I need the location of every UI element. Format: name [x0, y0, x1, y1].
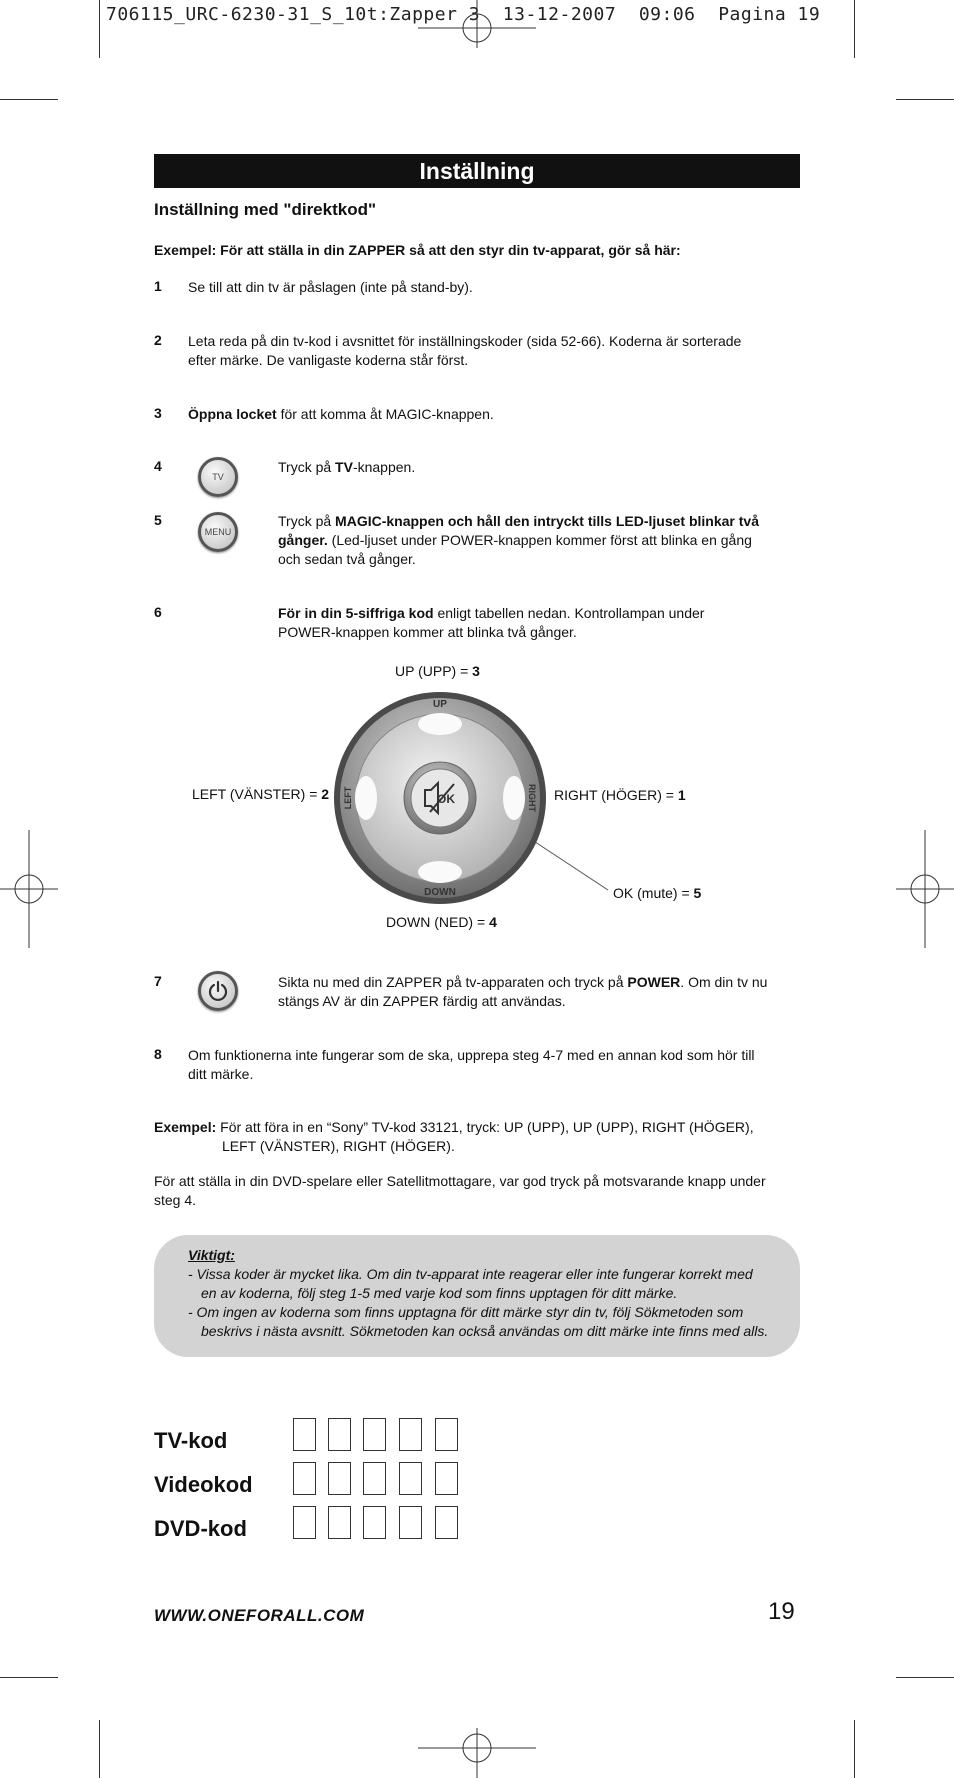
step-text: Om funktionerna inte fungerar som de ska, upprepa steg 4-7 med en annan kod som hör till ditt märke.: [188, 1047, 755, 1082]
important-note-text: Viktigt: - Vissa koder är mycket lika. Om din tv-apparat inte reagerar eller inte fungerar korrekt med en av koderna, följ steg 1-5 med varje kod som finns upptagen för ditt märke. - Om ingen av koderna som finns upptagna för ditt märke styr din tv, följ Sökmetoden som beskrivs i nästa avsnitt. Sökmetoden kan också användas om ditt märke inte finns med alls.: [188, 1247, 769, 1339]
registration-mark-bottom: [418, 1728, 536, 1778]
tv-button: TV: [198, 457, 238, 497]
step-text: Sikta nu med din ZAPPER på tv-apparaten och tryck på POWER. Om din tv nu stängs AV är din ZAPPER färdig att användas.: [278, 974, 768, 1009]
code-label-video: Videokod: [154, 1472, 253, 1497]
code-label-tv: TV-kod: [154, 1428, 228, 1453]
code-digit-box: [399, 1462, 422, 1495]
code-digit-box: [435, 1418, 458, 1451]
menu-button: MENU: [198, 512, 238, 552]
step-number: 4: [154, 458, 162, 474]
example-intro: Exempel: För att ställa in din ZAPPER så att den styr din tv-apparat, gör så här:: [154, 242, 681, 258]
step-number: 1: [154, 278, 162, 294]
svg-text:OK: OK: [437, 792, 455, 806]
code-digit-box: [363, 1418, 386, 1451]
step-text: Se till att din tv är påslagen (inte på stand-by).: [188, 279, 473, 295]
step-text: Tryck på MAGIC-knappen och håll den intryckt tills LED-ljuset blinkar två gånger. (Led-ljuset under POWER-knappen kommer först att blinka en gång och sedan två gånger.: [278, 513, 760, 567]
dpad-left-label: LEFT (VÄNSTER) = 2: [192, 786, 330, 802]
registration-mark-left: [0, 830, 58, 948]
dpad-right-label: RIGHT (HÖGER) = 1: [554, 787, 686, 803]
step-number: 3: [154, 405, 162, 421]
subtitle: Inställning med "direktkod": [154, 200, 377, 219]
dpad-illustration: [330, 690, 620, 910]
code-digit-box: [328, 1418, 351, 1451]
step-text: Leta reda på din tv-kod i avsnittet för inställningskoder (sida 52-66). Koderna är sorterade efter märke. De vanligaste koderna står först.: [188, 333, 742, 368]
registration-mark-right: [896, 830, 954, 948]
dpad-ok-label: OK (mute) = 5: [613, 885, 702, 901]
code-digit-box: [435, 1506, 458, 1539]
code-digit-box: [435, 1462, 458, 1495]
code-digit-box: [363, 1462, 386, 1495]
step-text: För in din 5-siffriga kod enligt tabellen nedan. Kontrollampan under POWER-knappen kommer att blinka två gånger.: [278, 605, 705, 640]
code-digit-box: [293, 1506, 316, 1539]
dvd-instruction: För att ställa in din DVD-spelare eller Satellitmottagare, var god tryck på motsvarande knapp under steg 4.: [154, 1173, 766, 1208]
page-number: 19: [768, 1598, 795, 1625]
website-url: WWW.ONEFORALL.COM: [154, 1606, 365, 1625]
svg-text:UP: UP: [433, 699, 447, 710]
step-text: Tryck på TV-knappen.: [278, 459, 416, 475]
power-button: [198, 971, 238, 1011]
print-slug: 706115_URC-6230-31_S_10t:Zapper 3 13-12-2007 09:06 Pagina 19: [106, 4, 821, 25]
svg-text:RIGHT: RIGHT: [527, 784, 537, 812]
svg-text:LEFT: LEFT: [343, 786, 353, 810]
code-digit-box: [399, 1506, 422, 1539]
step-number: 2: [154, 332, 162, 348]
section-title: Inställning: [154, 154, 800, 188]
svg-text:DOWN: DOWN: [424, 887, 456, 898]
code-digit-box: [328, 1506, 351, 1539]
dpad-down-label: DOWN (NED) = 4: [386, 914, 497, 930]
step-text: Öppna locket för att komma åt MAGIC-knappen.: [188, 406, 494, 422]
example-sony: Exempel: För att föra in en “Sony” TV-kod 33121, tryck: UP (UPP), UP (UPP), RIGHT (HÖGER), LEFT (VÄNSTER), RIGHT (HÖGER).: [154, 1119, 754, 1154]
code-digit-box: [328, 1462, 351, 1495]
code-label-dvd: DVD-kod: [154, 1516, 247, 1541]
step-number: 8: [154, 1046, 162, 1062]
code-digit-box: [293, 1462, 316, 1495]
registration-mark-top: [418, 0, 536, 48]
step-number: 6: [154, 604, 162, 620]
code-digit-box: [399, 1418, 422, 1451]
step-number: 7: [154, 973, 162, 989]
power-icon: [207, 980, 229, 1002]
code-digit-box: [293, 1418, 316, 1451]
code-digit-box: [363, 1506, 386, 1539]
step-number: 5: [154, 512, 162, 528]
dpad-up-label: UP (UPP) = 3: [395, 663, 480, 679]
